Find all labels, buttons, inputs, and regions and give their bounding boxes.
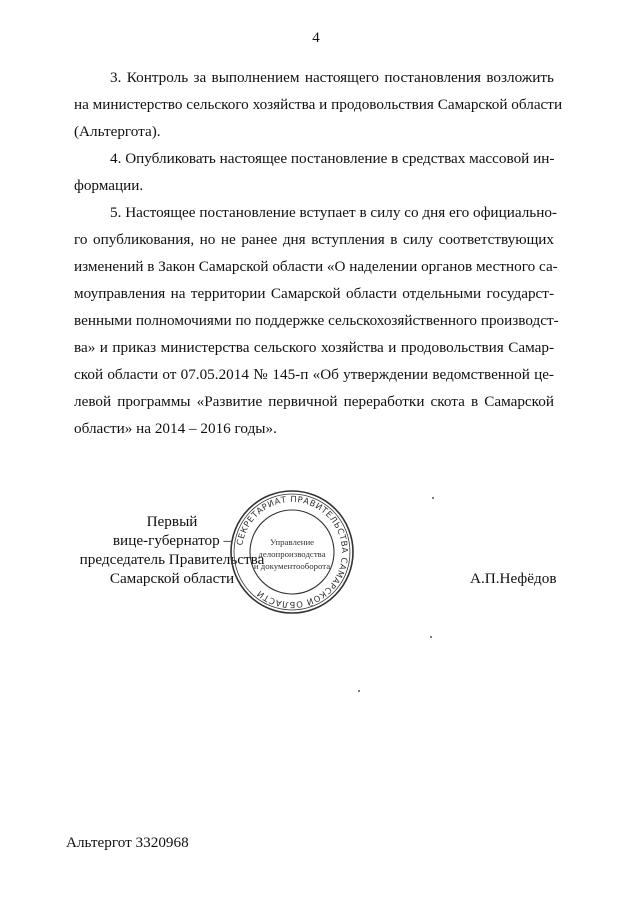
signature-title-line: Первый xyxy=(146,513,198,530)
paragraph-5-line-5: венными полномочиями по поддержке сельскохозяйственного производст- xyxy=(74,312,559,329)
paragraph-3-line-2: на министерство сельского хозяйства и продовольствия Самарской области xyxy=(74,96,563,113)
stamp-center-line: Управление xyxy=(269,537,315,547)
stamp-center-line: и документооборота xyxy=(253,561,331,571)
paragraph-4-line-1: 4. Опубликовать настоящее постановление в средствах массовой ин- xyxy=(110,150,555,167)
signature-title-line: председатель Правительства xyxy=(79,551,265,568)
page-number: 4 xyxy=(312,30,320,46)
document-reference-id: Альтергот 3320968 xyxy=(66,834,189,851)
paragraph-3-line-1: 3. Контроль за выполнением настоящего постановления возложить xyxy=(110,69,554,86)
official-stamp xyxy=(228,488,356,616)
paragraph-5-line-6: ва» и приказ министерства сельского хозяйства и продовольствия Самар- xyxy=(74,339,554,356)
paragraph-5-line-7: ской области от 07.05.2014 № 145-п «Об утверждении ведомственной це- xyxy=(74,366,554,383)
paragraph-5-line-1: 5. Настоящее постановление вступает в силу со дня его официально- xyxy=(110,204,557,221)
paragraph-3-line-3: (Альтергота). xyxy=(74,123,161,140)
signatory-name: А.П.Нефёдов xyxy=(470,570,557,587)
paragraph-5-line-4: моуправления на территории Самарской области отдельными государст- xyxy=(74,285,554,302)
stamp-center-line: делопроизводства xyxy=(258,549,326,559)
paragraph-5-line-3: изменений в Закон Самарской области «О наделении органов местного са- xyxy=(74,258,558,275)
paragraph-5-line-2: го опубликования, но не ранее дня вступления в силу соответствующих xyxy=(74,231,554,248)
stamp-ring-text: СЕКРЕТАРИАТ ПРАВИТЕЛЬСТВА САМАРСКОЙ ОБЛАСТИ xyxy=(234,493,351,611)
stamp-seal xyxy=(228,488,356,616)
paragraph-4-line-2: формации. xyxy=(74,177,144,194)
scan-speck xyxy=(432,497,434,499)
paragraph-5-line-9: области» на 2014 – 2016 годы». xyxy=(74,420,277,437)
scan-speck xyxy=(430,636,432,638)
signature-title-line: вице-губернатор – xyxy=(112,532,232,549)
signature-title-line: Самарской области xyxy=(109,570,235,587)
scan-speck xyxy=(358,690,360,692)
paragraph-5-line-8: левой программы «Развитие первичной переработки скота в Самарской xyxy=(74,393,554,410)
